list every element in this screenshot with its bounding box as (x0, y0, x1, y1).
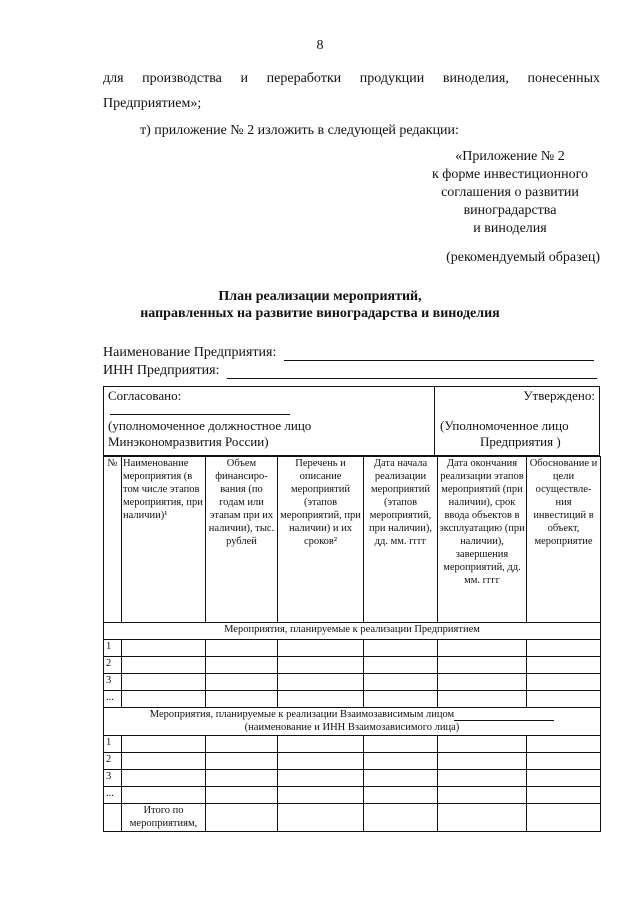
total-label: Итого по мероприятиям, (122, 804, 206, 832)
enterprise-inn-line[interactable] (227, 364, 597, 379)
row-number: 3 (104, 674, 122, 691)
enterprise-name-label: Наименование Предприятия: (103, 345, 277, 360)
row-number: 2 (104, 657, 122, 674)
header-cell: Обоснование и цели осуществле-ния инвестиций в объект, мероприятие (527, 457, 601, 623)
agreed-sub-1: (уполномоченное должностное лицо (108, 418, 312, 433)
section-row (104, 623, 601, 640)
row-number: 3 (104, 770, 122, 787)
table-row (104, 770, 601, 787)
appendix-line-1: «Приложение № 2 (455, 149, 565, 164)
section-2-label (104, 708, 601, 736)
page-number: 8 (316, 38, 324, 53)
row-number: 2 (104, 753, 122, 770)
table-row (104, 640, 601, 657)
section-1-label: Мероприятия, планируемые к реализации Предприятием (104, 623, 601, 640)
section-row (104, 708, 601, 736)
sample-note: (рекомендуемый образец) (446, 250, 600, 265)
section-2-line-1: Мероприятия, планируемые к реализации Взаимозависимым лицом (149, 709, 455, 720)
total-row (104, 804, 601, 832)
title-line-2: направленных на развитие виноградарства и виноделия (140, 306, 500, 321)
table-row (104, 736, 601, 753)
enterprise-inn-field (103, 363, 597, 379)
row-number: ... (104, 691, 122, 708)
appendix-heading (420, 148, 600, 238)
approved-sub-1: (Уполномоченное лицо (440, 418, 569, 433)
appendix-line-4: виноградарства (463, 203, 557, 218)
enterprise-name-field (103, 345, 594, 361)
table-row (104, 691, 601, 708)
row-number: 1 (104, 736, 122, 753)
table-row (104, 753, 601, 770)
document-title (0, 288, 640, 322)
approved-label: Утверждено: (523, 388, 595, 403)
row-number: ... (104, 787, 122, 804)
approval-divider (434, 387, 435, 455)
row-number: 1 (104, 640, 122, 657)
header-cell: Объем финансиро-вания (по годам или этапам при их наличии), тыс. рублей (206, 457, 278, 623)
header-cell: Дата окончания реализации этапов мероприятий (при наличии), срок ввода объектов в эксплуатацию (при наличии), завершения мероприятий, дд. мм. гггг (438, 457, 527, 623)
enterprise-name-line[interactable] (284, 346, 594, 361)
agreed-sub-2: Минэкономразвития России) (108, 434, 269, 449)
section-2-line-2: (наименование и ИНН Взаимозависимого лица) (244, 722, 460, 733)
approval-block (103, 386, 600, 456)
body-line-3: т) приложение № 2 изложить в следующей редакции: (140, 123, 459, 138)
appendix-line-3: соглашения о развитии (441, 185, 579, 200)
table-row (104, 674, 601, 691)
header-cell: Дата начала реализации мероприятий (этапов мероприятий, при наличии), дд. мм. гггг (364, 457, 438, 623)
table-row (104, 657, 601, 674)
table-header-row (104, 457, 601, 623)
header-cell: Наименование мероприятия (в том числе этапов мероприятия, при наличии)¹ (122, 457, 206, 623)
title-line-1: План реализации мероприятий, (218, 289, 422, 304)
header-cell: № (104, 457, 122, 623)
body-line-1: для производства и переработки продукции виноделия, понесенных (103, 71, 600, 86)
body-line-2: Предприятием»; (103, 96, 202, 111)
header-cell: Перечень и описание мероприятий (этапов мероприятий, при наличии) и их сроков² (278, 457, 364, 623)
agreed-label: Согласовано: (108, 388, 182, 403)
enterprise-inn-label: ИНН Предприятия: (103, 363, 220, 378)
plan-table (103, 456, 601, 832)
approved-sub-2: Предприятия ) (480, 434, 561, 449)
agreed-signature-line (110, 414, 290, 415)
appendix-line-2: к форме инвестиционного (432, 167, 588, 182)
table-row (104, 787, 601, 804)
appendix-line-5: и виноделия (473, 221, 547, 236)
section-2-underline (454, 710, 554, 721)
